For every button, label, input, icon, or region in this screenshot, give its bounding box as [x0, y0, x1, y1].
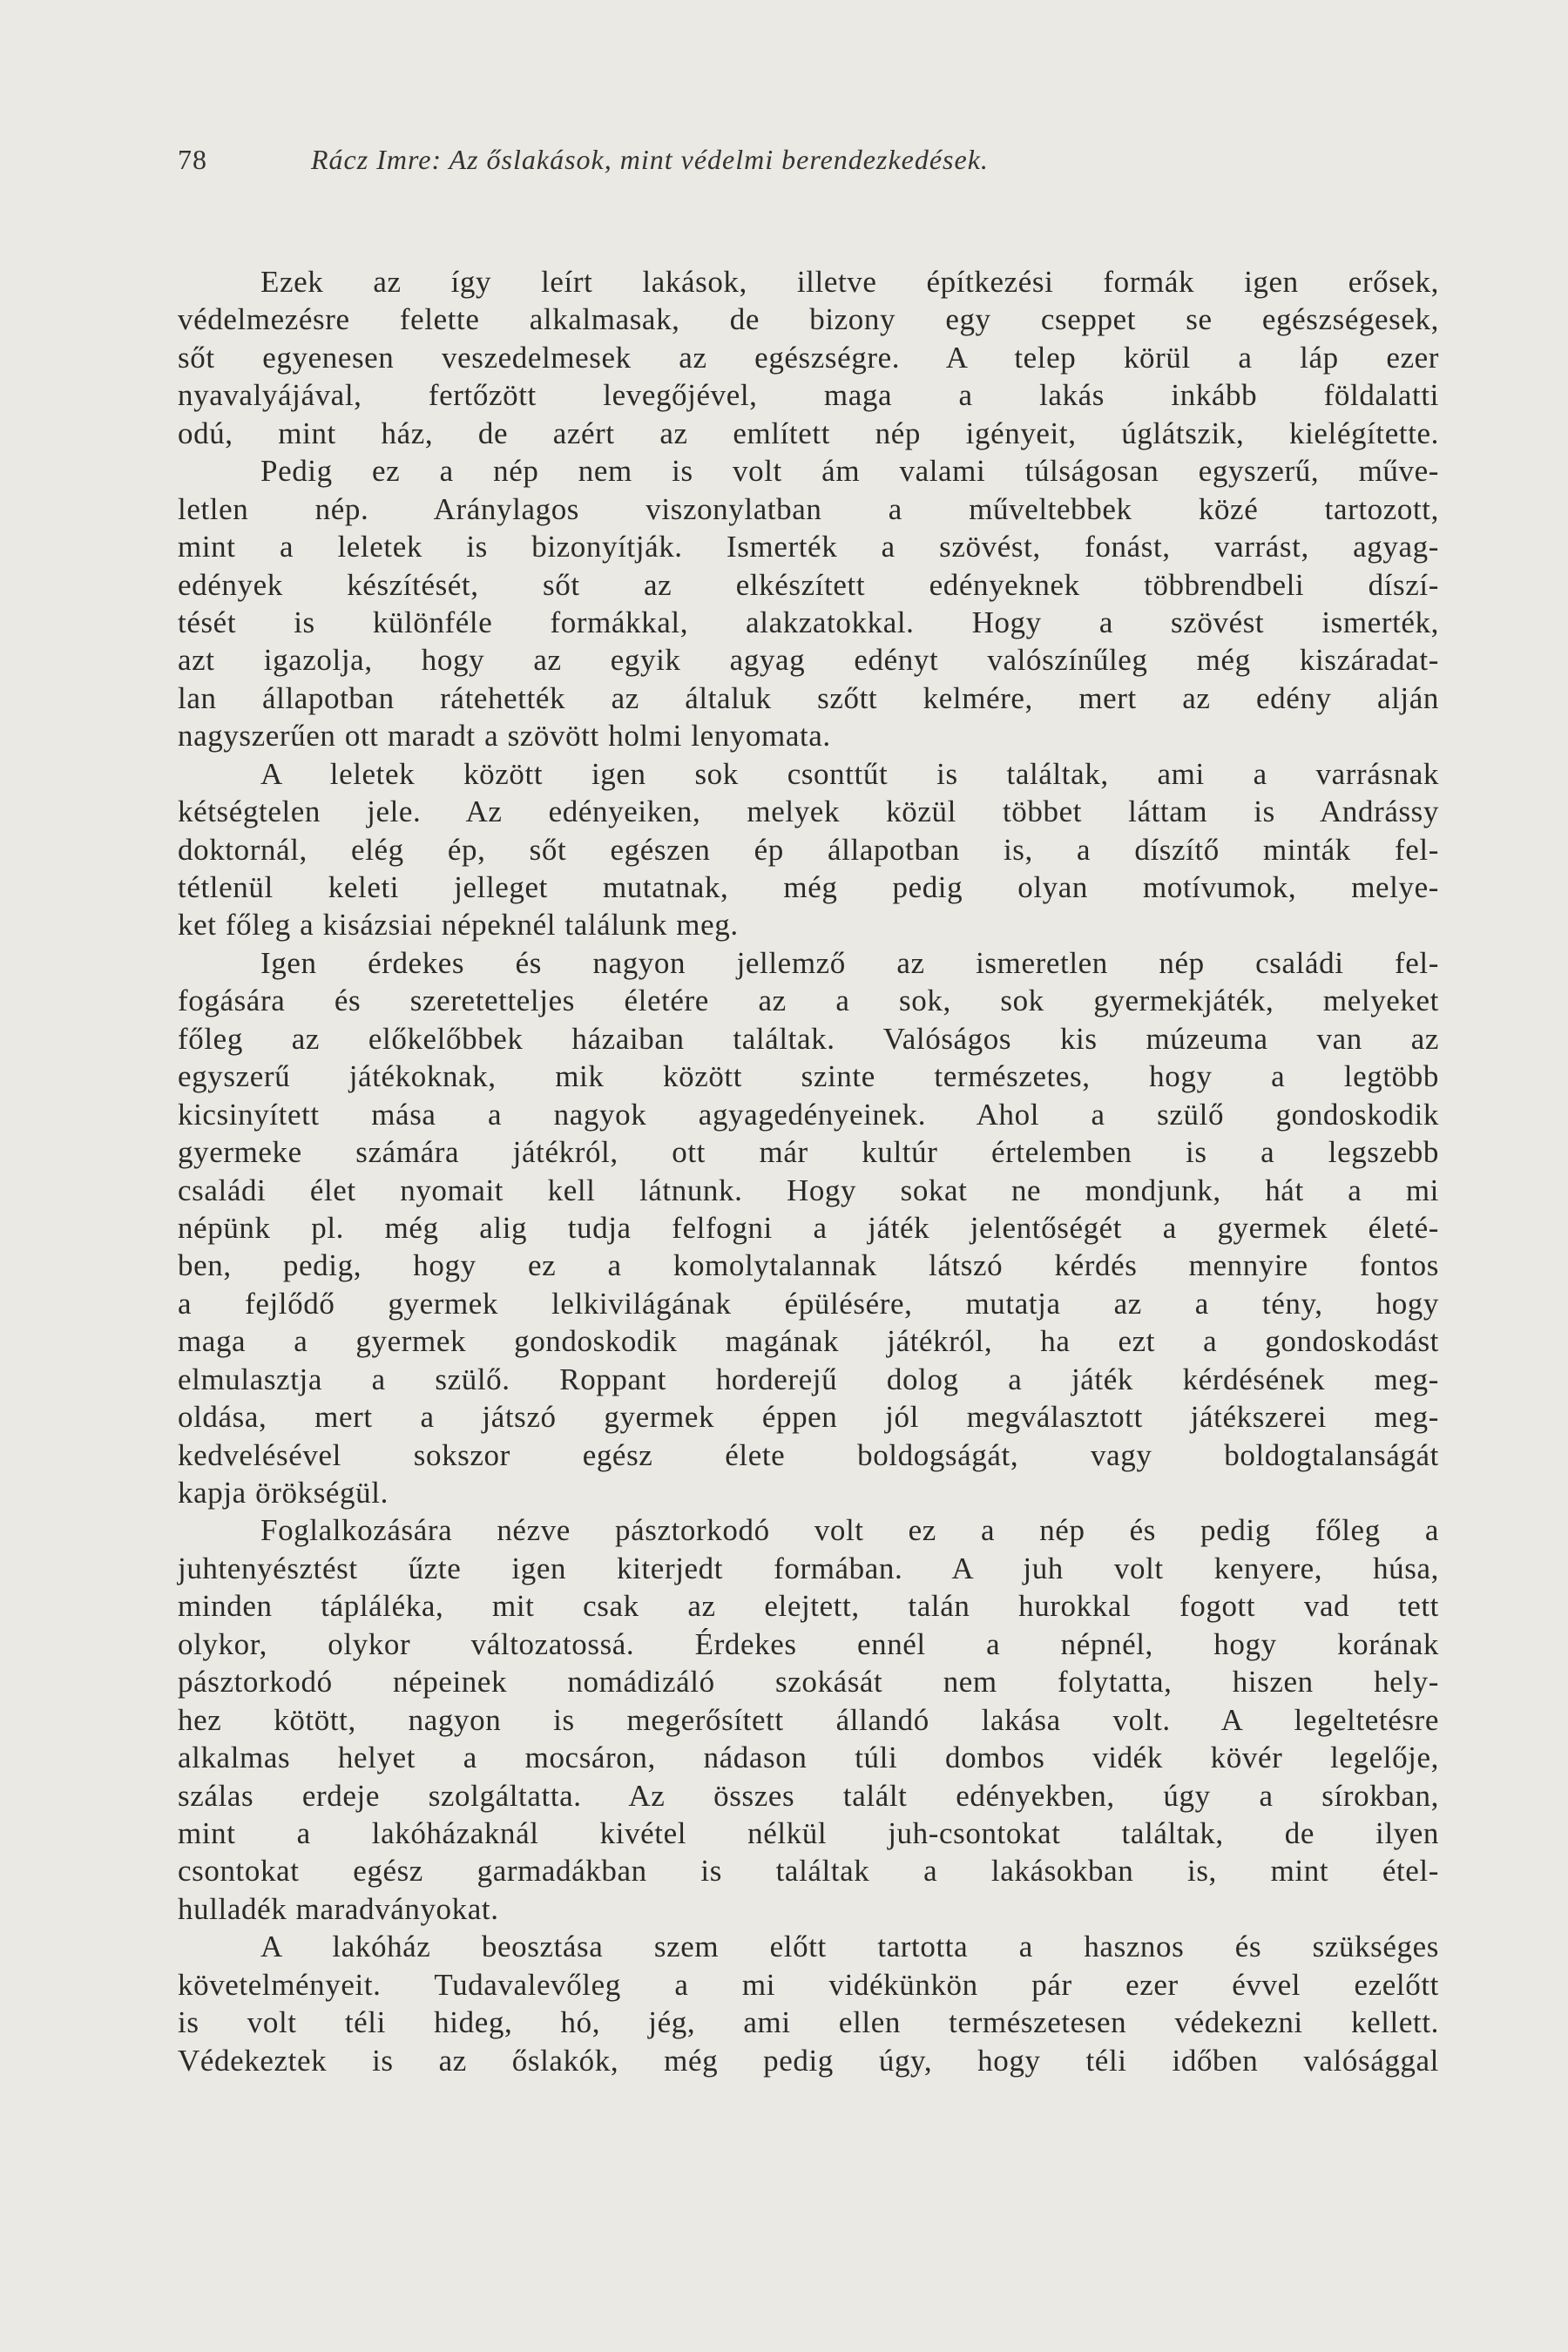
text-line: alkalmas helyet a mocsáron, nádason túli dombos vidék kövér legelője, [178, 1740, 1439, 1775]
text-line: főleg az előkelőbbek házaiban találtak. Valóságos kis múzeuma van az [178, 1021, 1439, 1056]
text-line: népünk pl. még alig tudja felfogni a játék jelentőségét a gyermek életé- [178, 1210, 1439, 1245]
text-line: ket főleg a kisázsiai népeknél találunk meg. [178, 908, 739, 943]
text-line: nagyszerűen ott maradt a szövött holmi lenyomata. [178, 719, 831, 754]
body-text [178, 263, 1439, 2079]
text-line: csontokat egész garmadákban is találtak a lakásokban is, mint étel- [178, 1854, 1439, 1889]
text-line: fogására és szeretetteljes életére az a sok, sok gyermekjáték, melyeket [178, 983, 1439, 1018]
text-line: Igen érdekes és nagyon jellemző az ismeretlen nép családi fel- [260, 945, 1439, 980]
text-line: tétlenül keleti jelleget mutatnak, még pedig olyan motívumok, melye- [178, 870, 1439, 904]
text-line: tését is különféle formákkal, alakzatokkal. Hogy a szövést ismerték, [178, 605, 1439, 639]
text-line: A leletek között igen sok csonttűt is találtak, ami a varrásnak [260, 756, 1439, 791]
text-line: nyavalyájával, fertőzött levegőjével, maga a lakás inkább földalatti [178, 378, 1439, 413]
text-line: elmulasztja a szülő. Roppant horderejű dolog a játék kérdésének meg- [178, 1362, 1439, 1396]
text-line: követelményeit. Tudavalevőleg a mi vidékünkön pár ezer évvel ezelőtt [178, 1967, 1439, 2002]
text-line: juhtenyésztést űzte igen kiterjedt formában. A juh volt kenyere, húsa, [178, 1551, 1439, 1585]
text-line: mint a leletek is bizonyítják. Ismerték a szövést, fonást, varrást, agyag- [178, 530, 1439, 564]
text-line: is volt téli hideg, hó, jég, ami ellen természetesen védekezni kellett. [178, 2005, 1439, 2040]
text-line: azt igazolja, hogy az egyik agyag edényt valószínűleg még kiszáradat- [178, 643, 1439, 678]
running-title: Rácz Imre: Az őslakások, mint védelmi berendezkedések. [311, 144, 989, 175]
text-line: odú, mint ház, de azért az említett nép igényeit, úglátszik, kielégítette. [178, 416, 1439, 450]
text-line: minden tápláléka, mit csak az elejtett, talán hurokkal fogott vad tett [178, 1589, 1439, 1624]
text-line: Ezek az így leírt lakások, illetve építkezési formák igen erősek, [260, 265, 1439, 299]
text-line: maga a gyermek gondoskodik magának játékról, ha ezt a gondoskodást [178, 1324, 1439, 1359]
text-line: sőt egyenesen veszedelmesek az egészségre. A telep körül a láp ezer [178, 340, 1439, 375]
running-header [178, 138, 1441, 181]
text-line: kétségtelen jele. Az edényeiken, melyek közül többet láttam is Andrássy [178, 794, 1439, 829]
text-line: hulladék maradványokat. [178, 1891, 499, 1926]
text-line: kicsinyített mása a nagyok agyagedényeinek. Ahol a szülő gondoskodik [178, 1097, 1439, 1132]
text-line: olykor, olykor változatossá. Érdekes ennél a népnél, hogy korának [178, 1626, 1439, 1661]
text-line: oldása, mert a játszó gyermek éppen jól megválasztott játékszerei meg- [178, 1400, 1439, 1435]
text-line: doktornál, elég ép, sőt egészen ép állapotban is, a díszítő minták fel- [178, 832, 1439, 867]
text-line: kedvelésével sokszor egész élete boldogságát, vagy boldogtalanságát [178, 1437, 1439, 1472]
text-line: kapja örökségül. [178, 1476, 389, 1510]
text-line: védelmezésre felette alkalmasak, de bizony egy cseppet se egészségesek, [178, 302, 1439, 337]
text-line: egyszerű játékoknak, mik között szinte természetes, hogy a legtöbb [178, 1059, 1439, 1094]
text-line: A lakóház beosztása szem előtt tartotta a hasznos és szükséges [260, 1930, 1439, 1964]
text-line: gyermeke számára játékról, ott már kultúr értelemben is a legszebb [178, 1135, 1439, 1170]
text-line: pásztorkodó népeinek nomádizáló szokását nem folytatta, hiszen hely- [178, 1665, 1439, 1700]
text-line: hez kötött, nagyon is megerősített állandó lakása volt. A legeltetésre [178, 1702, 1439, 1737]
text-line: edények készítését, sőt az elkészített edényeknek többrendbeli díszí- [178, 567, 1439, 602]
text-line: családi élet nyomait kell látnunk. Hogy sokat ne mondjunk, hát a mi [178, 1173, 1439, 1207]
text-line: Pedig ez a nép nem is volt ám valami túlságosan egyszerű, műve- [260, 454, 1439, 489]
text-line: a fejlődő gyermek lelkivilágának épülésére, mutatja az a tény, hogy [178, 1286, 1439, 1321]
text-line: letlen nép. Aránylagos viszonylatban a műveltebbek közé tartozott, [178, 491, 1439, 526]
text-line: lan állapotban rátehették az általuk szőtt kelmére, mert az edény alján [178, 680, 1439, 715]
text-line: Védekeztek is az őslakók, még pedig úgy, hogy téli időben valósággal [178, 2043, 1439, 2078]
text-line: mint a lakóházaknál kivétel nélkül juh-csontokat találtak, de ilyen [178, 1815, 1439, 1850]
text-line: ben, pedig, hogy ez a komolytalannak látszó kérdés mennyire fontos [178, 1248, 1439, 1283]
text-line: Foglalkozására nézve pásztorkodó volt ez a nép és pedig főleg a [260, 1513, 1439, 1548]
text-line: szálas erdeje szolgáltatta. Az összes talált edényekben, úgy a sírokban, [178, 1778, 1439, 1813]
page-number: 78 [178, 144, 207, 175]
